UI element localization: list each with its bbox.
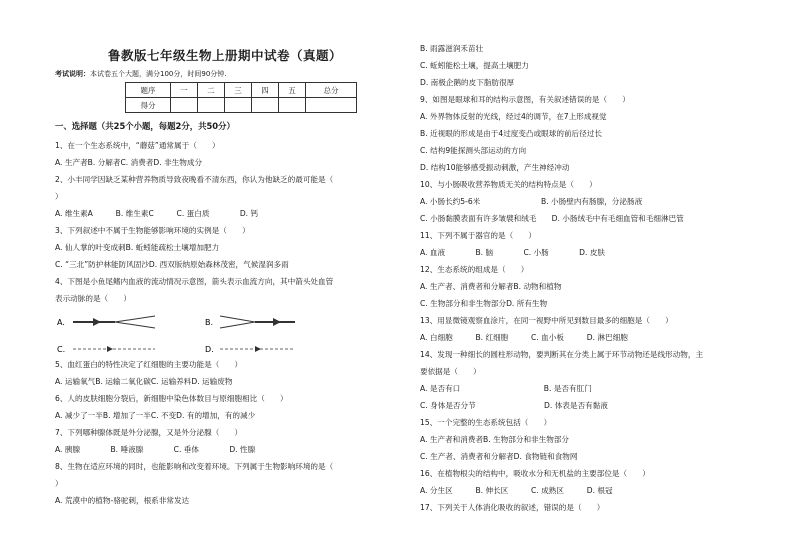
- question-line: B. 雨露滋润禾苗壮: [420, 44, 484, 53]
- option-a-label: A.: [57, 318, 65, 327]
- section-heading: 一、选择题（共25个小题，每题2分，共50分）: [55, 121, 235, 131]
- arrow-icon: [273, 318, 281, 326]
- blood-vessel-diagram: [55, 312, 385, 362]
- score-cell: 五: [279, 83, 306, 98]
- question-line: 9、如图是眼球和耳的结构示意图，有关叙述错误的是（ ）: [420, 95, 630, 104]
- question-line: 14、发现一种细长的圆柱形动物，要判断其在分类上属于环节动物还是线形动物，主: [420, 350, 704, 359]
- question-line: A. 白细胞 B. 红细胞 C. 血小板 D. 淋巴细胞: [420, 333, 628, 342]
- vessel-line: [220, 316, 255, 322]
- question-line: 2、小丰同学因缺乏某种营养物质导致夜晚看不清东西，你认为他缺乏的最可能是（: [55, 175, 334, 184]
- vessel-line: [115, 322, 155, 328]
- question-line: 8、生物在适应环境的同时，也能影响和改变着环境。下列属于生物影响环境的是（: [55, 462, 334, 471]
- question-line: C. 生物部分和非生物部分D. 所有生物: [420, 299, 548, 308]
- question-line: C. 蚯蚓能松土壤，提高土壤肥力: [420, 61, 529, 70]
- score-cell: [225, 98, 252, 113]
- score-cell: [171, 98, 198, 113]
- question-line: 17、下列关于人体消化吸收的叙述，错误的是（ ）: [420, 503, 605, 512]
- score-cell: [279, 98, 306, 113]
- exam-instructions: [55, 69, 227, 79]
- question-line: A. 胰腺 B. 唾液腺 C. 垂体 D. 性腺: [55, 445, 256, 454]
- score-cell: 三: [225, 83, 252, 98]
- question-line: 1、在一个生态系统中，“蘑菇”通常属于（ ）: [55, 141, 220, 150]
- question-line: 7、下列哪种腺体既是外分泌腺，又是外分泌腺（ ）: [55, 428, 243, 437]
- question-line: A. 外界物体反射的光线，经过4的调节，在7上形成视觉: [420, 112, 607, 121]
- question-line: A. 减少了一半B. 增加了一半C. 不变D. 有的增加，有的减少: [55, 411, 256, 420]
- question-line: 13、用显微镜观察血涂片，在同一视野中所见到数目最多的细胞是（ ）: [420, 316, 673, 325]
- question-line: A. 运输氧气B. 运输二氧化碳C. 运输养料D. 运输废物: [55, 377, 233, 386]
- question-line: A. 是否有口 B. 是否有肛门: [420, 384, 592, 393]
- option-d-diagram: [205, 345, 295, 354]
- question-line: A. 分生区 B. 伸长区 C. 成熟区 D. 根冠: [420, 486, 613, 495]
- question-line: A. 维生素A B. 维生素C C. 蛋白质 D. 钙: [55, 209, 259, 218]
- question-line: C. 身体是否分节 D. 体表是否有黏液: [420, 401, 608, 410]
- question-line: 16、在植物根尖的结构中，吸收水分和无机盐的主要部位是（ ）: [420, 469, 650, 478]
- question-line: 6、人的皮肤细胞分裂后，新细胞中染色体数目与原细胞相比（ ）: [55, 394, 288, 403]
- question-line: ）: [55, 192, 63, 201]
- question-line: C. 结构9能探测头部运动的方向: [420, 146, 527, 155]
- question-line: 15、一个完整的生态系统包括（ ）: [420, 418, 552, 427]
- score-cell: 总分: [306, 83, 357, 98]
- question-line: A. 生产者和消费者B. 生物部分和非生物部分: [420, 435, 570, 444]
- score-cell: 四: [252, 83, 279, 98]
- option-a-diagram: [57, 316, 155, 328]
- question-line: 4、下图是小鱼尾鳍内血液的流动情况示意图，箭头表示血流方向，其中箭头处血管: [55, 277, 334, 286]
- question-line: C. “三北”防护林能防风固沙D. 西双版纳原始森林茂密，气候湿润多雨: [55, 260, 289, 269]
- score-cell: 得分: [126, 98, 171, 113]
- question-line: 10、与小肠吸收营养物质无关的结构特点是（ ）: [420, 180, 597, 189]
- vessel-line: [220, 322, 255, 328]
- question-line: A. 生产者B. 分解者C. 消费者D. 非生物成分: [55, 158, 203, 167]
- score-cell: [306, 98, 357, 113]
- arrow-icon: [107, 346, 113, 352]
- question-line: C. 生产者、消费者和分解者D. 食物链和食物网: [420, 452, 578, 461]
- question-line: 要依据是（ ）: [420, 367, 481, 376]
- question-line: A. 血液 B. 脑 C. 小肠 D. 皮肤: [420, 248, 606, 257]
- option-b-label: B.: [205, 318, 214, 327]
- page-title: 鲁教版七年级生物上册期中试卷（真题）: [107, 48, 342, 63]
- arrow-icon: [255, 346, 261, 352]
- score-table-score-row: [126, 98, 357, 113]
- question-line: D. 结构10能够感受振动刺激，产生神经冲动: [420, 163, 570, 172]
- instructions-text: 本试卷五个大题，满分100分，时间90分钟.: [90, 70, 227, 78]
- option-c-label: C.: [57, 345, 66, 354]
- arrow-icon: [93, 318, 101, 326]
- question-line: C. 小肠黏膜表面有许多皱襞和绒毛 D. 小肠绒毛中有毛细血管和毛细淋巴管: [420, 214, 684, 223]
- score-cell: 二: [198, 83, 225, 98]
- vessel-line: [115, 316, 155, 322]
- question-line: A. 小肠长约5-6米 B. 小肠壁内有肠腺，分泌肠液: [420, 197, 643, 206]
- question-line: D. 南极企鹅的皮下脂肪很厚: [420, 78, 515, 87]
- question-line: A. 荒漠中的植物-骆驼刺，根系非常发达: [55, 496, 190, 505]
- score-cell: [198, 98, 225, 113]
- question-line: 5、血红蛋白的特性决定了红细胞的主要功能是（ ）: [55, 360, 243, 369]
- question-line: 11、下列不属于器官的是（ ）: [420, 231, 536, 240]
- question-line: A. 仙人掌的叶变成刺B. 蚯蚓能疏松土壤增加肥力: [55, 243, 220, 252]
- instructions-label: 考试说明：: [55, 70, 90, 78]
- question-line: ）: [55, 479, 63, 488]
- question-line: B. 近视眼的形成是由于4过度变凸或眼球的前后径过长: [420, 129, 602, 138]
- question-line: A. 生产者、消费者和分解者B. 动物和植物: [420, 282, 562, 291]
- question-line: 12、生态系统的组成是（ ）: [420, 265, 529, 274]
- option-d-label: D.: [205, 345, 214, 354]
- score-cell: [252, 98, 279, 113]
- question-line: 3、下列叙述中不属于生物能够影响环境的实例是（ ）: [55, 226, 250, 235]
- score-table: [125, 82, 357, 113]
- score-cell: 题序: [126, 83, 171, 98]
- option-b-diagram: [205, 316, 295, 328]
- score-cell: 一: [171, 83, 198, 98]
- option-c-diagram: [57, 345, 155, 354]
- score-table-header-row: [126, 83, 357, 98]
- question-line: 表示动脉的是（ ）: [55, 294, 131, 303]
